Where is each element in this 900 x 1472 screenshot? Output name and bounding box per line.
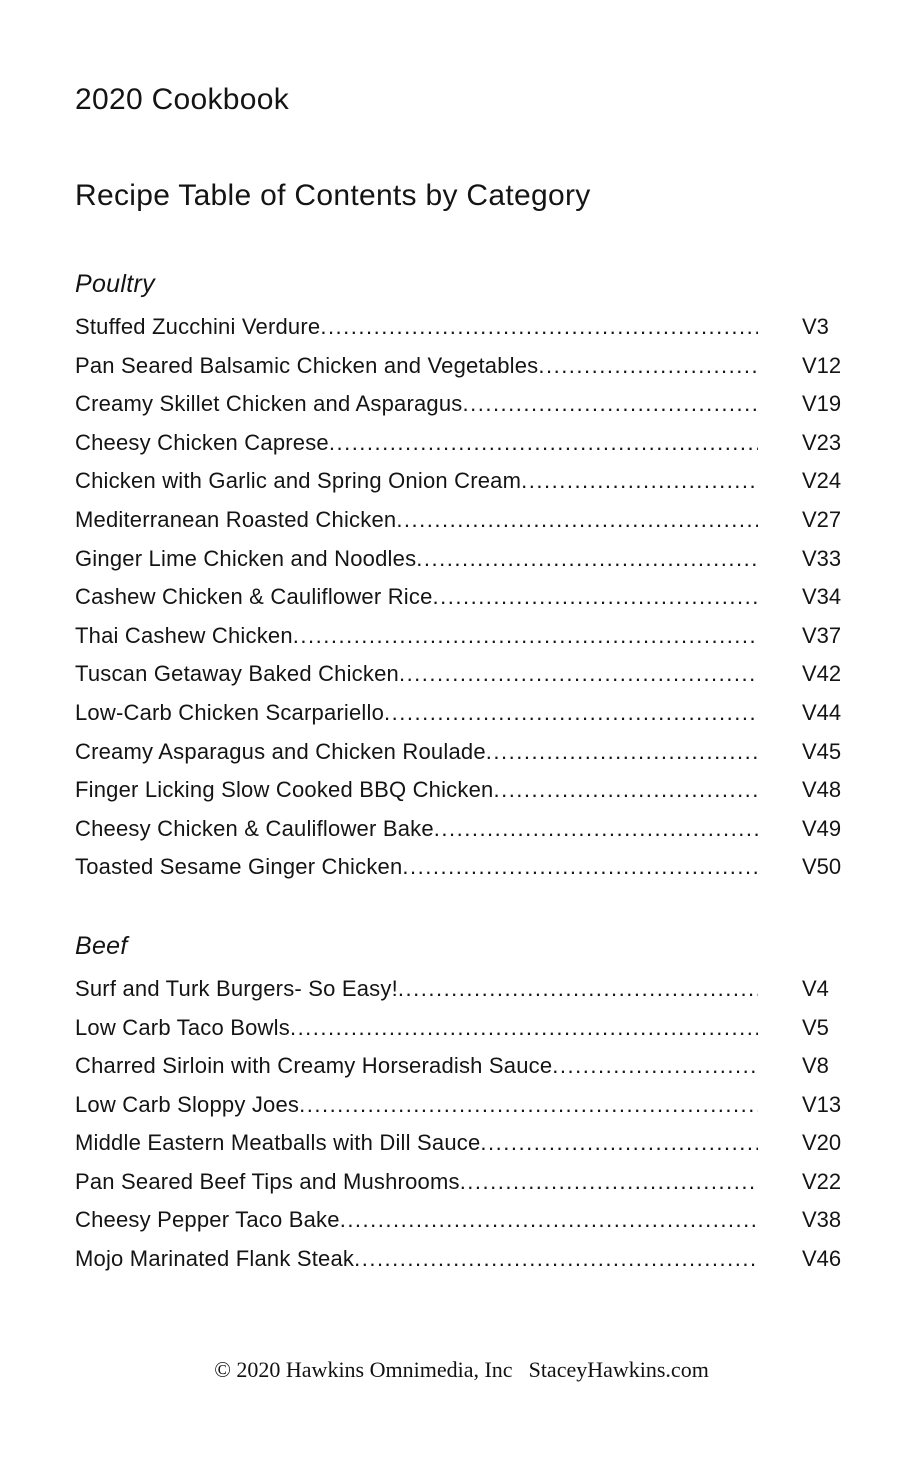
- dot-leader: [486, 733, 758, 772]
- dot-leader: [521, 462, 758, 501]
- dot-leader: [293, 617, 758, 656]
- toc-row: [75, 848, 848, 887]
- recipe-title: Low Carb Taco Bowls: [75, 1014, 290, 1040]
- recipe-title: Pan Seared Balsamic Chicken and Vegetables: [75, 352, 539, 378]
- toc-row: [75, 540, 848, 579]
- toc-row: [75, 810, 848, 849]
- section-title: Beef: [75, 931, 128, 960]
- recipe-title: Creamy Skillet Chicken and Asparagus: [75, 391, 463, 417]
- recipe-title: Charred Sirloin with Creamy Horseradish Sauce: [75, 1053, 553, 1079]
- dot-leader: [290, 1009, 758, 1048]
- dot-leader: [460, 1163, 758, 1202]
- toc-row: [75, 1009, 848, 1048]
- toc-row: [75, 308, 848, 347]
- toc-row: [75, 1163, 848, 1202]
- page-footer: [75, 1357, 848, 1383]
- toc-row: [75, 733, 848, 772]
- page-number: V13: [802, 1091, 842, 1117]
- page-number: V50: [802, 854, 842, 880]
- recipe-title: Low-Carb Chicken Scarpariello: [75, 699, 385, 725]
- recipe-title: Toasted Sesame Ginger Chicken: [75, 854, 403, 880]
- recipe-title: Cashew Chicken & Cauliflower Rice: [75, 584, 433, 610]
- dot-leader: [384, 694, 758, 733]
- dot-leader: [480, 1124, 758, 1163]
- page-number: V24: [802, 468, 842, 494]
- dot-leader: [463, 385, 759, 424]
- toc-row: [75, 385, 848, 424]
- page-number: V42: [802, 661, 842, 687]
- page-number: V37: [802, 622, 842, 648]
- page-number: V27: [802, 506, 842, 532]
- recipe-title: Chicken with Garlic and Spring Onion Cream: [75, 468, 522, 494]
- toc-row: [75, 578, 848, 617]
- toc-row: [75, 617, 848, 656]
- recipe-title: Middle Eastern Meatballs with Dill Sauce: [75, 1130, 481, 1156]
- dot-leader: [396, 501, 758, 540]
- recipe-title: Cheesy Chicken Caprese: [75, 429, 329, 455]
- recipe-title: Ginger Lime Chicken and Noodles: [75, 545, 417, 571]
- toc-row: [75, 347, 848, 386]
- toc-row: [75, 1201, 848, 1240]
- copyright-text: © 2020 Hawkins Omnimedia, Inc: [214, 1356, 513, 1382]
- page-number: V4: [802, 975, 829, 1001]
- page-number: V46: [802, 1246, 842, 1272]
- toc-row: [75, 771, 848, 810]
- toc-row: [75, 970, 848, 1009]
- section-rows: [75, 970, 848, 1279]
- dot-leader: [552, 1047, 758, 1086]
- toc-row: [75, 462, 848, 501]
- section-rows: [75, 308, 848, 887]
- toc-sections: [75, 269, 848, 1279]
- page-number: V23: [802, 429, 842, 455]
- page-number: V12: [802, 352, 842, 378]
- recipe-title: Low Carb Sloppy Joes: [75, 1091, 300, 1117]
- page-number: V48: [802, 777, 842, 803]
- page-number: V49: [802, 815, 842, 841]
- dot-leader: [434, 810, 758, 849]
- page-number: V8: [802, 1053, 829, 1079]
- page-number: V44: [802, 699, 842, 725]
- toc-row: [75, 694, 848, 733]
- page-number: V20: [802, 1130, 842, 1156]
- page-number: V33: [802, 545, 842, 571]
- dot-leader: [354, 1240, 758, 1279]
- recipe-title: Stuffed Zucchini Verdure: [75, 314, 321, 339]
- toc-row: [75, 655, 848, 694]
- recipe-title: Mediterranean Roasted Chicken: [75, 506, 397, 532]
- dot-leader: [493, 771, 758, 810]
- toc-row: [75, 1086, 848, 1125]
- page-title: 2020 Cookbook: [75, 83, 290, 116]
- dot-leader: [402, 848, 758, 887]
- toc-row: [75, 1240, 848, 1279]
- recipe-title: Creamy Asparagus and Chicken Roulade: [75, 738, 486, 764]
- section-title: Poultry: [75, 270, 155, 298]
- recipe-title: Thai Cashew Chicken: [75, 622, 293, 648]
- toc-row: [75, 1124, 848, 1163]
- toc-row: [75, 1047, 848, 1086]
- page-number: V5: [802, 1014, 829, 1040]
- page-number: V45: [802, 738, 842, 764]
- dot-leader: [340, 1201, 758, 1240]
- toc-section: [75, 931, 848, 1279]
- dot-leader: [299, 1086, 758, 1125]
- page-number: V19: [802, 391, 842, 417]
- dot-leader: [398, 970, 758, 1009]
- recipe-title: Surf and Turk Burgers- So Easy!: [75, 975, 398, 1001]
- recipe-title: Cheesy Chicken & Cauliflower Bake: [75, 815, 434, 841]
- dot-leader: [538, 347, 758, 386]
- dot-leader: [320, 308, 758, 347]
- dot-leader: [416, 540, 758, 579]
- recipe-title: Cheesy Pepper Taco Bake: [75, 1207, 340, 1233]
- page-number: V3: [802, 314, 829, 339]
- dot-leader: [433, 578, 758, 617]
- website-text: StaceyHawkins.com: [528, 1356, 709, 1382]
- page-number: V22: [802, 1168, 842, 1194]
- toc-section: [75, 269, 848, 887]
- recipe-title: Pan Seared Beef Tips and Mushrooms: [75, 1168, 460, 1194]
- recipe-title: Finger Licking Slow Cooked BBQ Chicken: [75, 777, 494, 803]
- recipe-title: Mojo Marinated Flank Steak: [75, 1246, 355, 1272]
- toc-row: [75, 501, 848, 540]
- dot-leader: [329, 424, 758, 463]
- recipe-title: Tuscan Getaway Baked Chicken: [75, 661, 399, 687]
- page-number: V38: [802, 1207, 842, 1233]
- toc-heading: Recipe Table of Contents by Category: [75, 178, 591, 212]
- page-number: V34: [802, 584, 842, 610]
- dot-leader: [399, 655, 758, 694]
- toc-row: [75, 424, 848, 463]
